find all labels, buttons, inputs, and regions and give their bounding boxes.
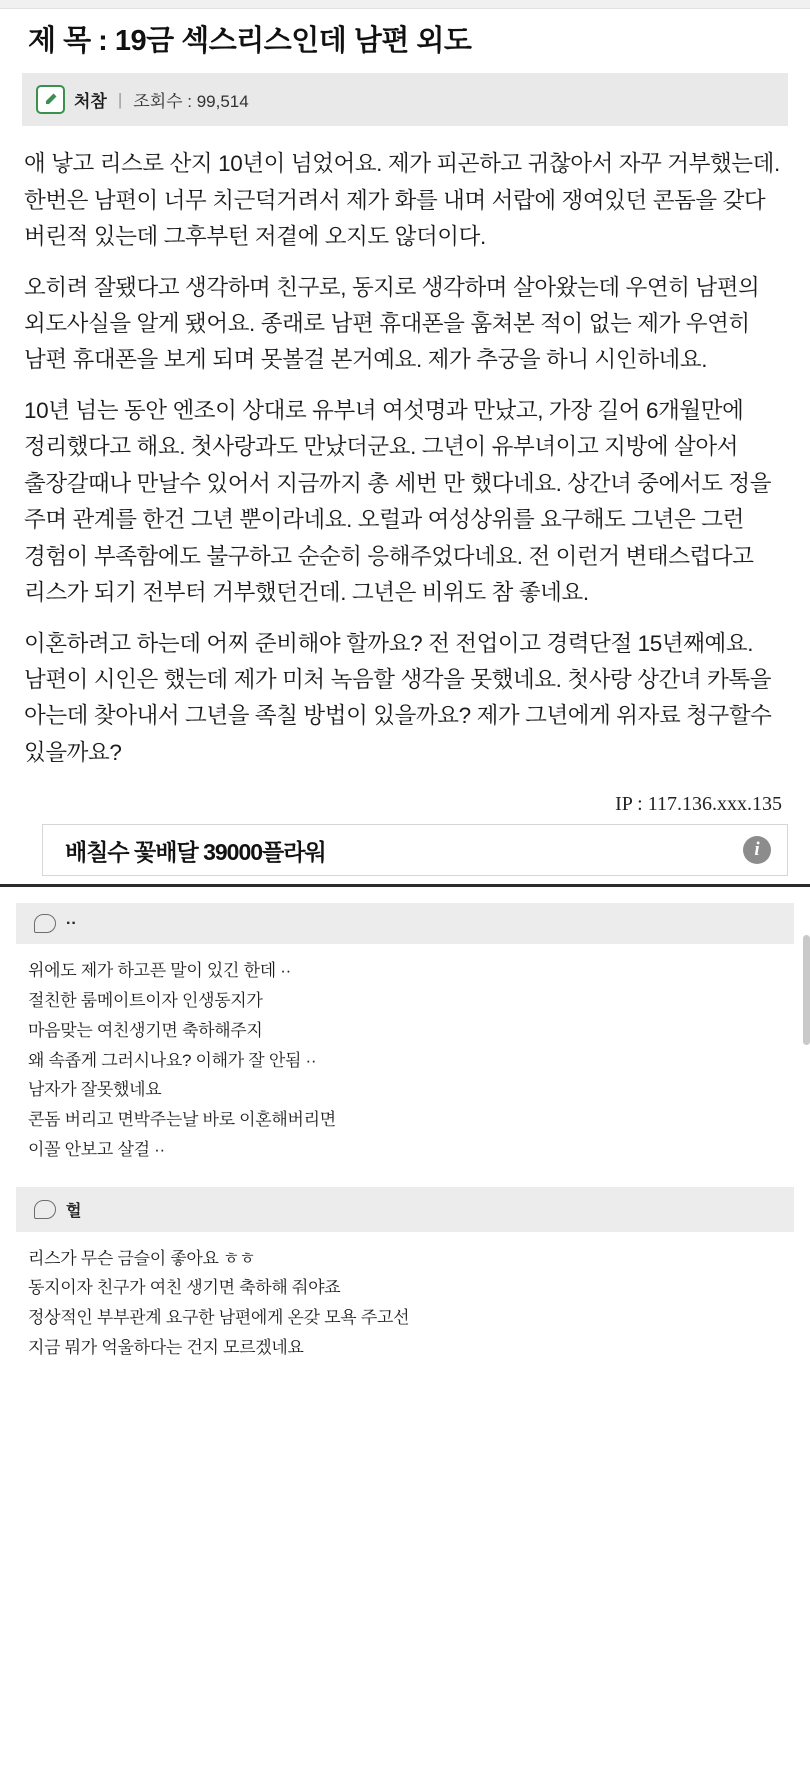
post-paragraph: 애 낳고 리스로 산지 10년이 넘었어요. 제가 피곤하고 귀찮아서 자꾸 거부했는데. 한번은 남편이 너무 치근덕거려서 제가 화를 내며 서랍에 쟁여있던 콘돔을 갖다 버린적 있는데 그후부턴 저곁에 오지도 않더이다. xyxy=(24,151,780,250)
post-paragraph: 오히려 잘됐다고 생각하며 친구로, 동지로 생각하며 살아왔는데 우연히 남편의 외도사실을 알게 됐어요. 종래로 남편 휴대폰을 훔쳐본 적이 없는 제가 우연히 남편 휴대폰을 보게 되며 못볼걸 본거예요. 제가 추궁을 하니 시인하네요. xyxy=(24,274,760,373)
comment-item xyxy=(0,903,810,1170)
comment-line: 이꼴 안보고 살걸 ·· xyxy=(28,1139,165,1159)
post-body xyxy=(0,126,810,771)
pencil-icon xyxy=(36,85,65,114)
view-count: 조회수 : 99,514 xyxy=(133,92,249,112)
comment-line: 리스가 무슨 금슬이 좋아요 ㅎㅎ xyxy=(28,1248,256,1268)
page-title: 제 목 : 19금 섹스리스인데 남편 외도 xyxy=(28,25,472,57)
comment-line: 마음맞는 여친생기면 축하해주지 xyxy=(28,1020,263,1040)
scrollbar-thumb[interactable] xyxy=(803,935,810,1045)
comment-list xyxy=(0,903,810,1378)
info-icon[interactable]: i xyxy=(743,836,771,864)
comment-body xyxy=(0,1232,810,1369)
post-author: 처참 xyxy=(74,92,107,112)
advertisement-banner[interactable] xyxy=(42,824,788,876)
ad-text: 배칠수 꽃배달 39000플라워 xyxy=(65,838,326,865)
comment-line: 왜 속좁게 그러시나요? 이해가 잘 안됨 ·· xyxy=(28,1050,317,1070)
comment-line: 남자가 잘못했네요 xyxy=(28,1080,162,1100)
comment-header xyxy=(16,1187,794,1232)
comment-item xyxy=(0,1187,810,1369)
comment-body xyxy=(0,944,810,1170)
comment-line: 콘돔 버리고 면박주는날 바로 이혼해버리면 xyxy=(28,1110,336,1129)
comment-line: 절친한 룸메이트이자 인생동지가 xyxy=(28,991,263,1010)
comment-line: 위에도 제가 하고픈 말이 있긴 한데 ·· xyxy=(28,961,291,981)
divider xyxy=(0,884,810,887)
comment-author: ·· xyxy=(66,914,77,932)
post-meta xyxy=(22,73,788,126)
comment-bubble-icon xyxy=(34,1200,56,1219)
comment-author: 헐 xyxy=(66,1202,82,1220)
post-paragraph: 10년 넘는 동안 엔조이 상대로 유부녀 여섯명과 만났고, 가장 길어 6개월만에 정리했다고 해요. 첫사랑과도 만났더군요. 그년이 유부녀이고 지방에 살아서 출장갈때나 만날수 있어서 지금까지 총 세번 만 했다네요. 상간녀 중에서도 정을 주며 관계를 한건 그년 뿐이라네요. 오럴과 여성상위를 요구해도 그년은 그런 경험이 부족함에도 불구하고 순순히 응해주었다네요. 전 이런거 변태스럽다고 리스가 되기 전부터 거부했던건데. 그년은 비위도 참 좋네요. xyxy=(24,397,772,606)
comment-line: 동지이자 친구가 여친 생기면 축하해 줘야죠 xyxy=(28,1278,341,1298)
comment-bubble-icon xyxy=(34,914,56,933)
meta-separator: | xyxy=(117,89,123,109)
top-strip xyxy=(0,0,810,9)
ip-address: IP : 117.136.xxx.135 xyxy=(615,793,782,816)
comment-line: 지금 뭐가 억울하다는 건지 모르겠네요 xyxy=(28,1337,304,1357)
title-bar xyxy=(0,9,810,73)
comment-line: 정상적인 부부관계 요구한 남편에게 온갖 모욕 주고선 xyxy=(28,1308,410,1327)
comment-header xyxy=(16,903,794,944)
post-paragraph: 이혼하려고 하는데 어찌 준비해야 할까요? 전 전업이고 경력단절 15년째예요. 남편이 시인은 했는데 제가 미처 녹음할 생각을 못했네요. 첫사랑 상간녀 카톡을 아는데 찾아내서 그년을 족칠 방법이 있을까요? 제가 그년에게 위자료 청구할수 있을까요? xyxy=(24,630,772,765)
